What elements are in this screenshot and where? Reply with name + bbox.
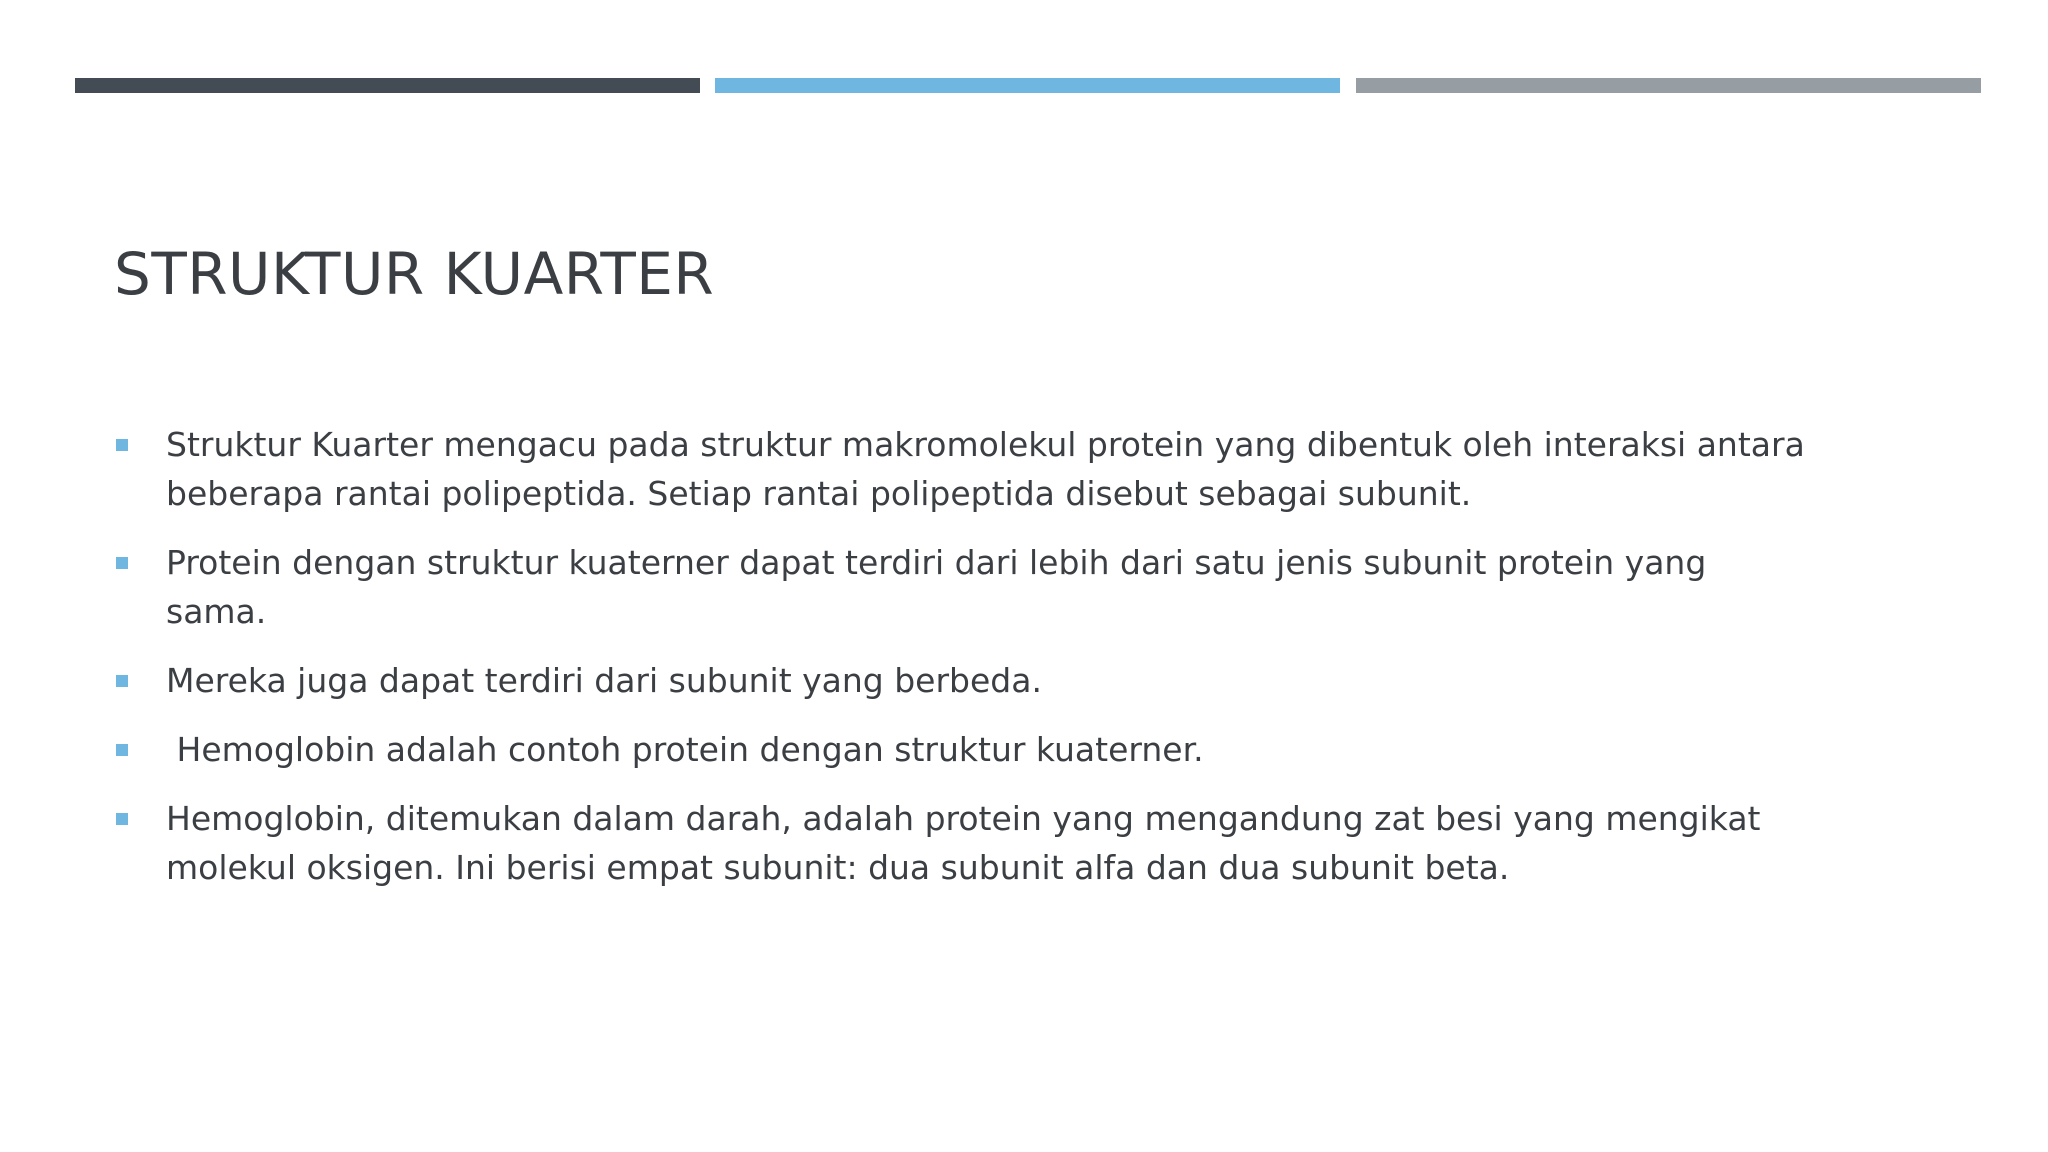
- bullet-text: Struktur Kuarter mengacu pada struktur makromolekul protein yang dibentuk oleh interaksi antara beberapa rantai polipeptida. Setiap rantai polipeptida disebut sebagai subunit.: [166, 425, 1805, 513]
- bullet-text: Hemoglobin adalah contoh protein dengan struktur kuaterner.: [166, 730, 1204, 769]
- square-bullet-icon: [116, 557, 128, 569]
- square-bullet-icon: [116, 439, 128, 451]
- accent-bar-gray: [1356, 78, 1981, 93]
- square-bullet-icon: [116, 744, 128, 756]
- square-bullet-icon: [116, 813, 128, 825]
- bullet-list: [114, 420, 1814, 912]
- bullet-item: [114, 538, 1814, 636]
- bullet-text: Protein dengan struktur kuaterner dapat terdiri dari lebih dari satu jenis subunit protein yang sama.: [166, 543, 1707, 631]
- accent-bar-blue: [715, 78, 1340, 93]
- bullet-item: [114, 794, 1814, 892]
- accent-bar-dark: [75, 78, 700, 93]
- square-bullet-icon: [116, 675, 128, 687]
- bullet-text: Hemoglobin, ditemukan dalam darah, adalah protein yang mengandung zat besi yang mengikat molekul oksigen. Ini berisi empat subunit: dua subunit alfa dan dua subunit beta.: [166, 799, 1761, 887]
- bullet-text: Mereka juga dapat terdiri dari subunit yang berbeda.: [166, 661, 1042, 700]
- bullet-item: [114, 656, 1814, 705]
- slide-title: STRUKTUR KUARTER: [114, 240, 715, 308]
- bullet-item: [114, 725, 1814, 774]
- bullet-item: [114, 420, 1814, 518]
